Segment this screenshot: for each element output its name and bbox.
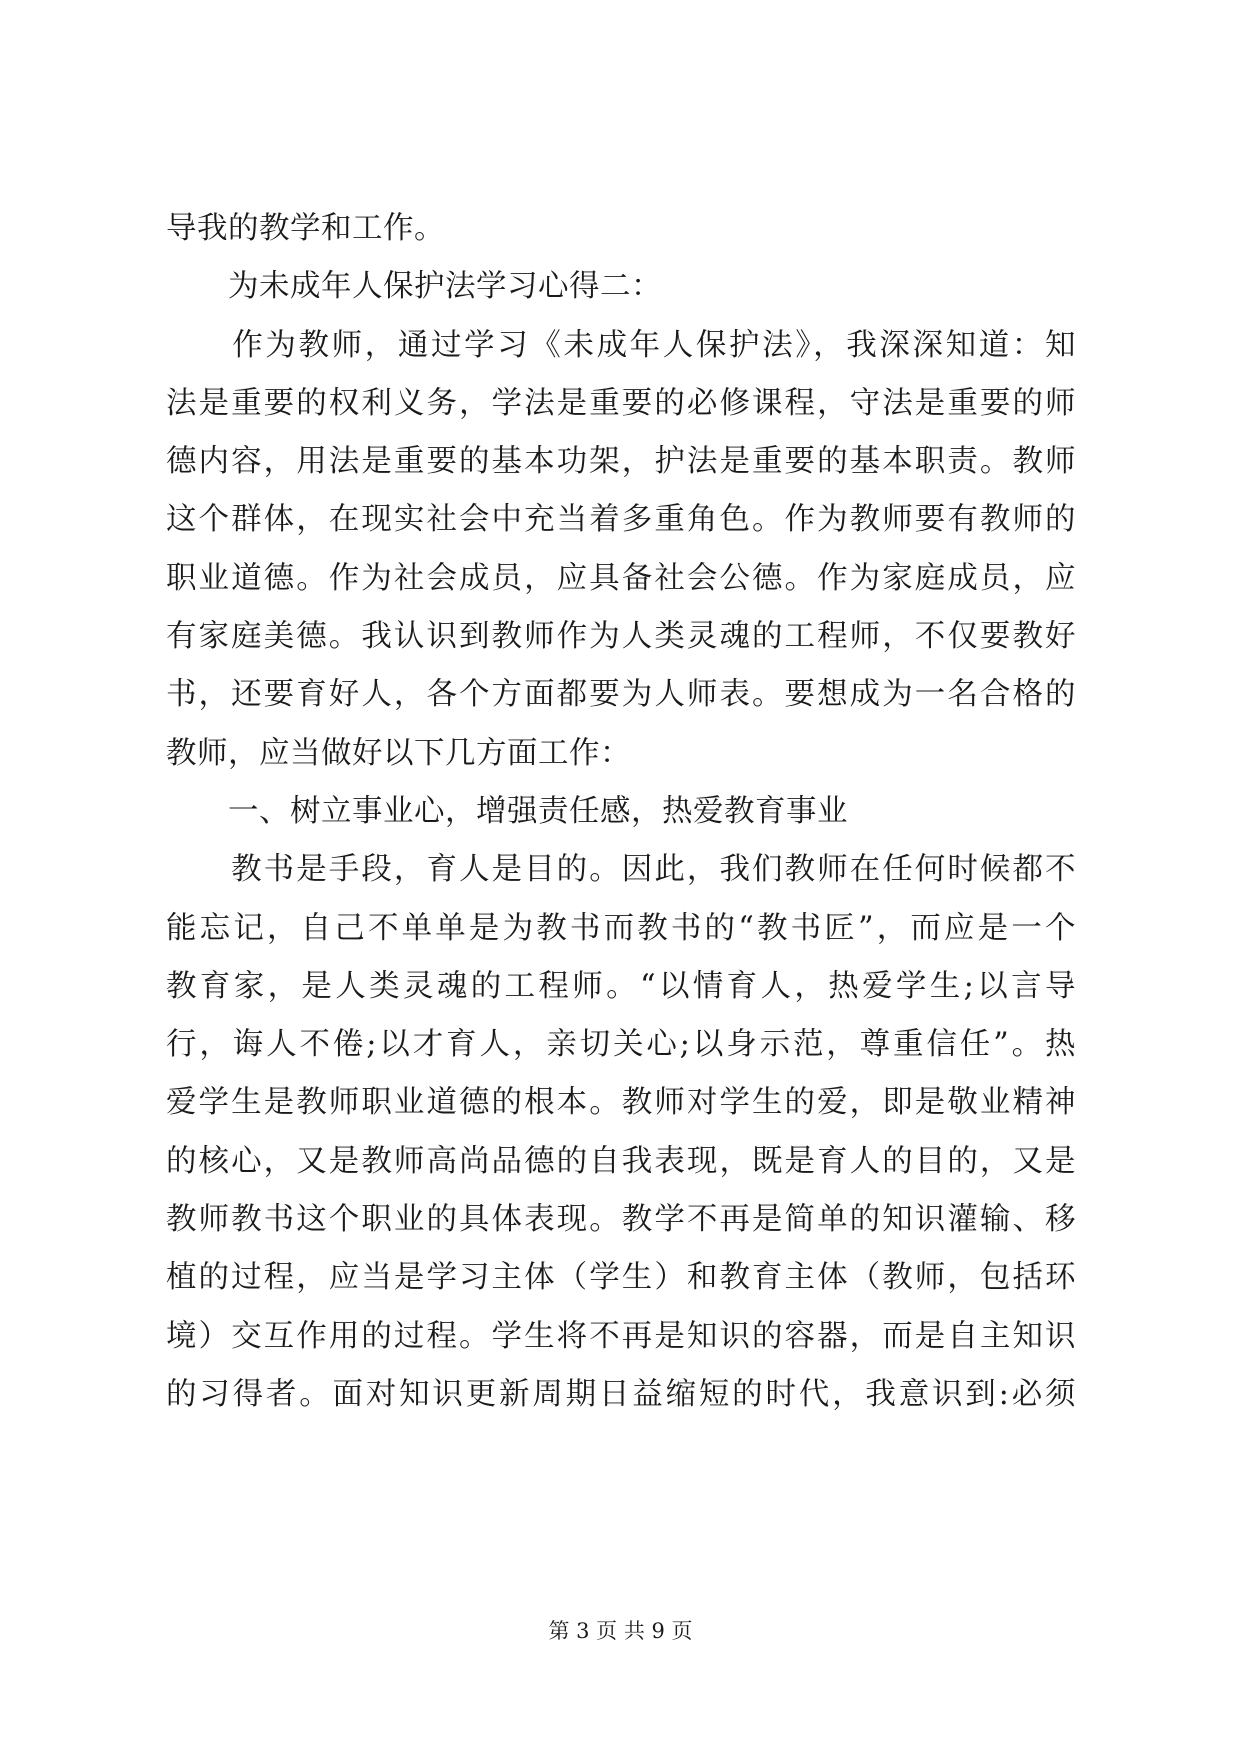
text-line: 职业道德。作为社会成员，应具备社会公德。作为家庭成员，应 <box>166 560 1076 596</box>
text-line: 德内容，用法是重要的基本功架，护法是重要的基本职责。教师 <box>166 444 1076 480</box>
text-line: 植的过程，应当是学习主体（学生）和教育主体（教师，包括环 <box>166 1260 1076 1296</box>
text-line: 教师，应当做好以下几方面工作： <box>166 735 631 771</box>
body-text <box>166 200 1076 1424</box>
text-line: 教育家，是人类灵魂的工程师。“以情育人，热爱学生;以言导 <box>166 968 1076 1004</box>
text-line: 书，还要育好人，各个方面都要为人师表。要想成为一名合格的 <box>166 677 1076 713</box>
text-line: 导我的教学和工作。 <box>166 211 445 246</box>
text-line: 境）交互作用的过程。学生将不再是知识的容器，而是自主知识 <box>166 1318 1076 1354</box>
text-line: 教师教书这个职业的具体表现。教学不再是简单的知识灌输、移 <box>166 1202 1076 1238</box>
text-line: 为未成年人保护法学习心得二： <box>166 269 662 305</box>
text-line: 教书是手段，育人是目的。因此，我们教师在任何时候都不 <box>166 852 1076 888</box>
text-line: 能忘记，自己不单单是为教书而教书的“教书匠”，而应是一个 <box>166 910 1076 946</box>
text-line: 的习得者。面对知识更新周期日益缩短的时代，我意识到:必须 <box>166 1376 1076 1412</box>
text-line: 法是重要的权利义务，学法是重要的必修课程，守法是重要的师 <box>166 385 1076 421</box>
text-line: 有家庭美德。我认识到教师作为人类灵魂的工程师，不仅要教好 <box>166 619 1076 655</box>
text-line: 这个群体，在现实社会中充当着多重角色。作为教师要有教师的 <box>166 502 1076 538</box>
text-line: 一、树立事业心，增强责任感，热爱教育事业 <box>166 793 848 829</box>
text-line: 爱学生是教师职业道德的根本。教师对学生的爱，即是敬业精神 <box>166 1085 1076 1121</box>
text-line: 行，诲人不倦;以才育人，亲切关心;以身示范，尊重信任”。热 <box>166 1027 1076 1063</box>
page-footer: 第 3 页 共 9 页 <box>548 1619 693 1643</box>
text-line: 的核心，又是教师高尚品德的自我表现，既是育人的目的，又是 <box>166 1143 1076 1179</box>
text-line: 作为教师，通过学习《未成年人保护法》，我深深知道：知 <box>166 327 1076 363</box>
